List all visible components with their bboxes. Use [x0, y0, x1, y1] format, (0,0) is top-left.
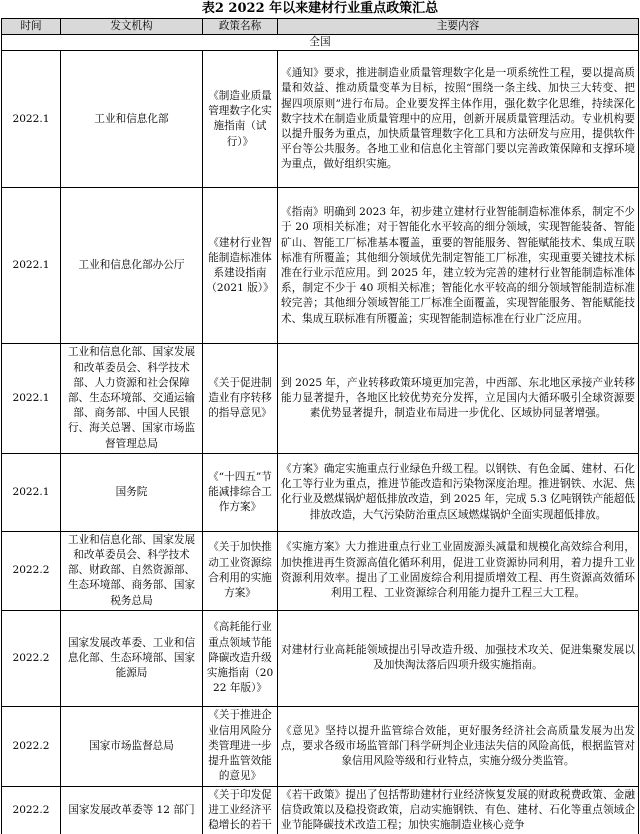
table-row — [2, 344, 639, 453]
table-row — [2, 453, 639, 531]
table-row — [2, 786, 639, 834]
row-content: 对建材行业高耗能领域提出引导改造升级、加强技术攻关、促进集聚发展以及加快淘汰落后四项升级实施指南。 — [278, 610, 639, 706]
row-issuer: 国家发展改革委、工业和信息化部、生态环境部、国家能源局 — [61, 610, 203, 706]
row-content: 《方案》确定实施重点行业绿色升级工程。以钢铁、有色金属、建材、石化化工等行业为重点，推进节能改造和污染物深度治理。推进钢铁、水泥、焦化行业及燃煤锅炉超低排放改造，到 2025 年，完成 5.3 亿吨钢铁产能超低排放改造，大气污染防治重点区域燃煤锅炉全面实现超低排放。 — [278, 453, 639, 531]
scope-label: 全国 — [2, 35, 639, 51]
table-row — [2, 188, 639, 344]
table-row — [2, 706, 639, 786]
row-time: 2022.1 — [2, 453, 61, 531]
table-row — [2, 610, 639, 706]
scope-row — [2, 35, 639, 51]
row-content: 《通知》要求，推进制造业质量管理数字化是一项系统性工程，要以提高质量和效益、推动质量变革为目标，按照“围绕一条主线、加快三大转变、把握四项原则”进行布局。企业要发挥主体作用，强化数字化思维，持续深化数字技术在制造业质量管理中的应用，创新开展质量管理活动。专业机构要以提升服务为重点，加快质量管理数字化工具和方法研发与应用，提供软件平台等公共服务。各地工业和信息化主管部门要以完善政策保障和支撑环境为重点，做好组织实施。 — [278, 51, 639, 188]
row-content: 到 2025 年，产业转移政策环境更加完善，中西部、东北地区承接产业转移能力显著提升，各地区比较优势充分发挥，立足国内大循环吸引全球资源要素优势显著提升，制造业布局进一步优化、区域协同显著增强。 — [278, 344, 639, 453]
row-issuer: 国家市场监督总局 — [61, 706, 203, 786]
row-issuer: 国务院 — [61, 453, 203, 531]
row-time: 2022.1 — [2, 51, 61, 188]
row-policy: 《高耗能行业重点领域节能降碳改造升级实施指南（2022 年版）》 — [203, 610, 278, 706]
header-time: 时间 — [2, 19, 61, 35]
row-policy: 《建材行业智能制造标准体系建设指南（2021 版）》 — [203, 188, 278, 344]
row-issuer: 工业和信息化部、国家发展和改革委员会、科学技术部、财政部、自然资源部、生态环境部、商务部、国家税务总局 — [61, 531, 203, 610]
row-time: 2022.2 — [2, 531, 61, 610]
row-content: 《意见》坚持以提升监管综合效能，更好服务经济社会高质量发展为出发点，要求各级市场监管部门科学研判企业违法失信的风险高低，根据监管对象信用风险等级和行业特点，实施分级分类监管。 — [278, 706, 639, 786]
table-row — [2, 51, 639, 188]
row-policy: 《关于推进企业信用风险分类管理进一步提升监管效能的意见》 — [203, 706, 278, 786]
header-policy: 政策名称 — [203, 19, 278, 35]
row-issuer: 工业和信息化部 — [61, 51, 203, 188]
row-time: 2022.2 — [2, 610, 61, 706]
row-time: 2022.2 — [2, 706, 61, 786]
row-issuer: 国家发展改革委等 12 部门 — [61, 786, 203, 834]
row-issuer: 工业和信息化部办公厅 — [61, 188, 203, 344]
row-content: 《实施方案》大力推进重点行业工业固废源头减量和规模化高效综合利用，加快推进再生资源高值化循环利用，促进工业资源协同利用，着力提升工业资源利用效率。提出了工业固废综合利用提质增效工程、再生资源高效循环利用工程、工业资源综合利用能力提升工程三大工程。 — [278, 531, 639, 610]
row-time: 2022.1 — [2, 344, 61, 453]
table-header-row — [2, 19, 639, 35]
table-caption: 表2 2022 年以来建材行业重点政策汇总 — [201, 1, 439, 16]
row-time: 2022.2 — [2, 786, 61, 834]
row-time: 2022.1 — [2, 188, 61, 344]
row-policy: 《关于加快推动工业资源综合利用的实施方案》 — [203, 531, 278, 610]
table-row — [2, 531, 639, 610]
row-policy: 《关于促进制造业有序转移的指导意见》 — [203, 344, 278, 453]
header-issuer: 发文机构 — [61, 19, 203, 35]
header-content: 主要内容 — [278, 19, 639, 35]
policy-table — [1, 18, 639, 834]
row-policy: 《制造业质量管理数字化实施指南（试行）》 — [203, 51, 278, 188]
row-issuer: 工业和信息化部、国家发展和改革委员会、科学技术部、人力资源和社会保障部、生态环境部、交通运输部、商务部、中国人民银行、海关总署、国家市场监督管理总局 — [61, 344, 203, 453]
row-content: 《指南》明确到 2023 年，初步建立建材行业智能制造标准体系，制定不少于 20 项相关标准；对于智能化水平较高的细分领域，实现智能装备、智能矿山、智能工厂标准基本覆盖，重要的智能服务、智能赋能技术、集成互联标准有所覆盖；其他细分领域优先制定智能工厂标准，实现重要关键技术标准在行业示范应用。到 2025 年，建立较为完善的建材行业智能制造标准体系，制定不少于 40 项相关标准；智能化水平较高的细分领域智能制造标准较完善；其他细分领域智能工厂标准全面覆盖，实现智能服务、智能赋能技术、集成互联标准有所覆盖；实现智能制造标准在行业广泛应用。 — [278, 188, 639, 344]
row-policy: 《“十四五”节能减排综合工作方案》 — [203, 453, 278, 531]
row-policy: 《关于印发促进工业经济平稳增长的若干 — [203, 786, 278, 834]
row-content: 《若干政策》提出了包括帮助建材行业经济恢复发展的财政税费政策、金融信贷政策以及稳投资政策，启动实施钢铁、有色、建材、石化等重点领域企业节能降碳技术改造工程；加快实施制造业核心竞争 — [278, 786, 639, 834]
